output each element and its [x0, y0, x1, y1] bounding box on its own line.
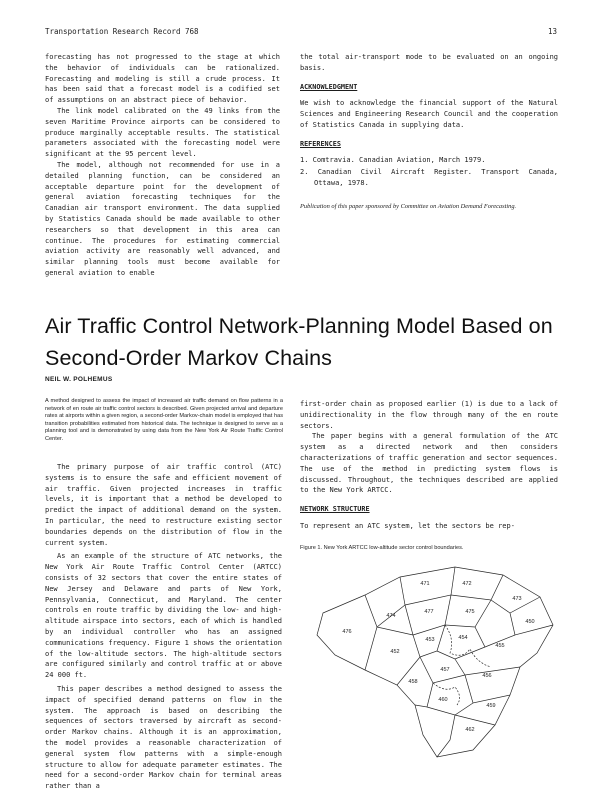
paragraph: The paper begins with a general formulation of the ATC system as a directed network and then considers characterizations of traffic generation and sector sequences. The use of the method in predicting system flows is discussed. Throughout, the techniques described are applied to the New York ARTCC.	[300, 432, 558, 495]
top-right-column	[300, 52, 558, 211]
sector-label: 453	[425, 637, 435, 643]
references-heading: REFERENCES	[300, 139, 341, 148]
coastline	[445, 625, 491, 667]
sector-label: 472	[462, 581, 472, 587]
sector-line	[437, 647, 485, 659]
paragraph: This paper describes a method designed to assess the impact of specified demand patterns on flow in the system. The approach is based on describing the sequences of sectors traversed by aircraft as second-order Markov chains. Although it is an approximation, the model provides a reasonable characterization of general system flow patterns with a simple-enough structure to allow for adequate parameter estimates. The need for a second-order Markov chain for terminal areas rather than a	[45, 684, 282, 791]
reference-item: 1. Comtravia. Canadian Aviation, March 1979.	[300, 155, 486, 164]
references-list	[300, 155, 558, 189]
sector-label: 454	[458, 635, 468, 641]
sector-label: 471	[420, 581, 430, 587]
sector-line	[365, 595, 377, 670]
bottom-right-column	[300, 399, 558, 532]
sector-line	[377, 605, 413, 635]
sector-label: 450	[525, 619, 535, 625]
paragraph: The primary purpose of air traffic control (ATC) systems is to ensure the safe and efficient movement of air traffic. Given projected increases in traffic levels, it is important that a method be developed to predict the impact of additional demand on the system. In particular, the need to restructure existing sector boundaries depends on the distribution of flow in the current system.	[45, 463, 282, 547]
paragraph: As an example of the structure of ATC networks, the New York Air Route Traffic Control Center (ARTCC) consists of 32 sectors that cover the entire states of New Jersey and Delaware and parts of New York, Pennsylvania, Connecticut, and Maryland. The center controls en route traffic by dividing the low- and high-altitude airspace into sectors, each of which is handled by an individual controller who has an assigned communications frequency. Figure 1 shows the orientation of the low-altitude sectors. The high-altitude sectors are configured similarly and control traffic at or above 24 000 ft.	[45, 552, 282, 680]
sector-line	[405, 567, 455, 605]
sector-line	[451, 575, 503, 600]
author-name: NEIL W. POLHEMUS	[45, 376, 113, 383]
paragraph: To represent an ATC system, let the sectors be rep-	[300, 521, 515, 530]
paragraph: first-order chain as proposed earlier (1) is due to a lack of unidirectionality in the flow through many of the en route sectors.	[300, 400, 558, 430]
sector-label: 459	[486, 703, 496, 709]
paragraph: forecasting has not progressed to the stage at which the behavior of individuals can be rationalized. Forecasting and modeling is still a crude process. It has been said that a forecast model is a codified set of assumptions on an abstract piece of behavior.	[45, 53, 280, 105]
title-line: Second-Order Markov Chains	[45, 346, 332, 370]
article-title	[45, 310, 553, 374]
sector-label: 475	[465, 609, 475, 615]
acknowledgment-heading: ACKNOWLEDGMENT	[300, 82, 358, 91]
sector-label: 476	[342, 629, 352, 635]
paragraph: the total air-transport mode to be evaluated on an ongoing basis.	[300, 53, 558, 72]
sector-label: 457	[440, 667, 450, 673]
sector-label: 462	[465, 727, 475, 733]
publication-note: Publication of this paper sponsored by Committee on Aviation Demand Forecasting.	[300, 202, 517, 210]
figure-caption: Figure 1. New York ARTCC low-altitude sector control boundaries.	[300, 545, 464, 551]
sector-label: 477	[424, 609, 434, 615]
reference-item: 2. Canadian Civil Aircraft Register. Transport Canada, Ottawa, 1978.	[300, 168, 558, 188]
sector-line	[465, 675, 510, 703]
sector-line	[377, 577, 405, 627]
title-line: Air Traffic Control Network-Planning Model Based on	[45, 314, 553, 338]
abstract: A method designed to assess the impact of increased air traffic demand on flow patterns in a network of en route air traffic control sectors is described. Given projected arrival and departure rates at airports within a given region, a second-order Markov-chain model is employed that has transition probabilities estimated from historical data. The technique is designed to serve as a planning tool and is demonstrated by using data from the New York Air Route Traffic Control Center.	[45, 398, 283, 442]
sector-line	[427, 703, 473, 715]
sector-boundary-map	[305, 555, 560, 760]
sector-label: 460	[438, 697, 448, 703]
sector-label: 455	[495, 643, 505, 649]
page-number: 13	[548, 27, 558, 36]
sector-label: 458	[408, 679, 418, 685]
sector-line	[415, 683, 433, 707]
top-left-column	[45, 52, 280, 279]
sector-label: 474	[386, 613, 396, 619]
sector-line	[413, 595, 451, 635]
acknowledgment-text: We wish to acknowledge the financial support of the Natural Sciences and Engineering Research Council and the cooperation of Statistics Canada in supplying data.	[300, 99, 558, 129]
bottom-left-column	[45, 462, 282, 792]
sector-line	[455, 715, 495, 725]
paragraph: The link model calibrated on the 49 links from the seven Maritime Province airports can be considered to produce marginally acceptable results. The statistical parameters associated with the forecasting model were significant at the 95 percent level.	[45, 106, 280, 159]
sector-label: 473	[512, 596, 522, 602]
sector-line	[397, 635, 420, 685]
sector-label: 456	[482, 673, 492, 679]
sector-line	[437, 715, 455, 757]
running-header: Transportation Research Record 768	[45, 27, 199, 36]
sector-label: 452	[390, 649, 400, 655]
paragraph: The model, although not recommended for use in a detailed planning function, can be considered an acceptable departure point for the development of general aviation forecasting techniques for the Canadian air transport environment. The data supplied by Statistics Canada should be made available to other researchers so that development in this area can continue. The procedures for estimating commercial aviation activity are reasonably well advanced, and similar planning tools must become available for general aviation to enable	[45, 160, 280, 277]
section-heading: NETWORK STRUCTURE	[300, 505, 370, 514]
